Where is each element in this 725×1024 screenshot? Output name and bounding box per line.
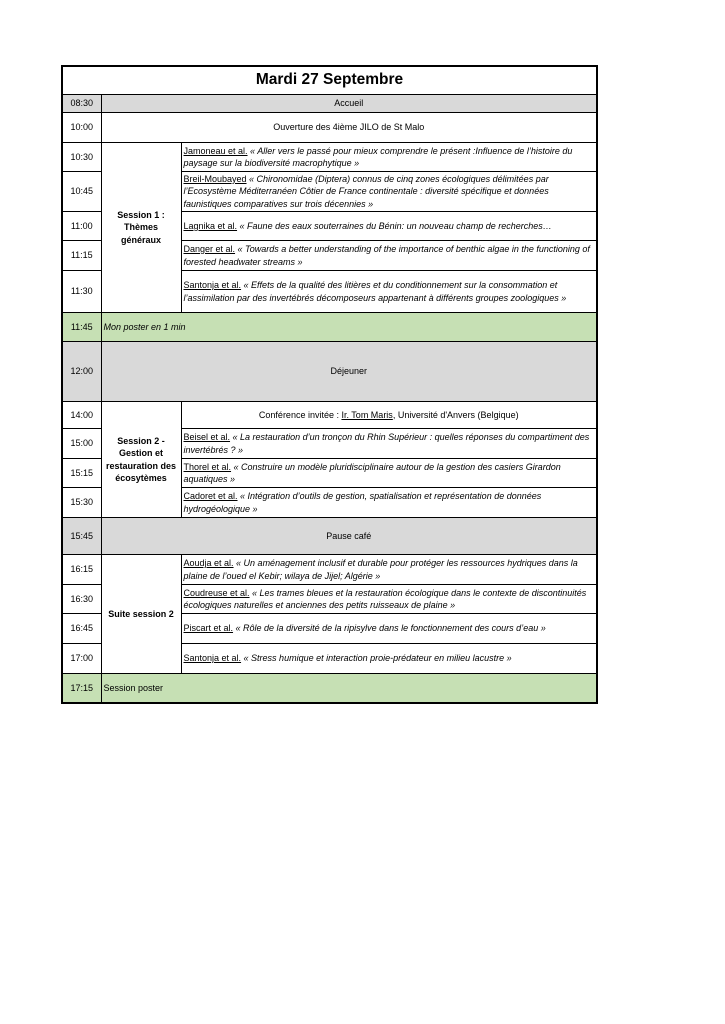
- lunch-label: Déjeuner: [101, 342, 597, 402]
- schedule-table: [61, 65, 598, 704]
- talk-cell: [181, 241, 597, 271]
- session-poster-row: [62, 674, 597, 703]
- talk-row: [62, 143, 597, 172]
- talk-cell: [181, 585, 597, 614]
- talk-author: Cadoret et al.: [183, 491, 238, 501]
- talk-title: « Stress humique et interaction proie-prédateur en milieu lacustre »: [241, 653, 512, 664]
- talk-cell: [181, 143, 597, 172]
- talk-cell: [181, 555, 597, 585]
- time-cell: 15:30: [62, 488, 101, 518]
- title-row: [62, 66, 597, 95]
- talk-cell: [181, 271, 597, 313]
- talk-title: « Les trames bleues et la restauration écologique dans le contexte de discontinuités écologiques naturelles et anciennes des petits ruisseaux de plaine »: [183, 587, 587, 610]
- talk-title: « La restauration d’un tronçon du Rhin Supérieur : quelles réponses du compartiment des invertébrés ? »: [183, 432, 590, 455]
- time-cell: 15:45: [62, 518, 101, 555]
- session-poster-label: Session poster: [101, 674, 597, 703]
- day-title: Mardi 27 Septembre: [62, 66, 597, 95]
- time-cell: 16:45: [62, 614, 101, 644]
- talk-author: Beisel et al.: [183, 432, 231, 442]
- time-cell: 10:45: [62, 172, 101, 212]
- time-cell: 16:15: [62, 555, 101, 585]
- time-cell: 14:00: [62, 402, 101, 429]
- talk-cell: [181, 459, 597, 488]
- time-cell: 08:30: [62, 95, 101, 113]
- talk-author: Coudreuse et al.: [183, 587, 250, 598]
- session-3-label: Suite session 2: [101, 555, 181, 674]
- time-cell: 15:15: [62, 459, 101, 488]
- conference-speaker: Ir. Tom Maris: [341, 409, 393, 420]
- talk-title: « Faune des eaux souterraines du Bénin: un nouveau champ de recherches…: [237, 220, 552, 231]
- talk-author: Jamoneau et al.: [183, 145, 248, 156]
- time-cell: 11:15: [62, 241, 101, 271]
- ouverture-row: [62, 113, 597, 143]
- talk-cell: [181, 429, 597, 459]
- talk-title: « Aller vers le passé pour mieux comprendre le présent :Influence de l’histoire du paysage sur la biodiversité macrophytique »: [183, 145, 573, 168]
- talk-cell: [181, 172, 597, 212]
- talk-title: « Un aménagement inclusif et durable pour protéger les ressources hydriques dans la plaine de l’oued el Kebir; wilaya de Jijel; Algérie »: [183, 558, 578, 581]
- time-cell: 17:15: [62, 674, 101, 703]
- conference-suffix: , Université d'Anvers (Belgique): [392, 409, 519, 420]
- poster-minute-label: Mon poster en 1 min: [101, 313, 597, 342]
- conference-prefix: Conférence invitée :: [258, 409, 342, 420]
- talk-title: « Construire un modèle pluridisciplinaire autour de la gestion des casiers Girardon aquatiques »: [183, 461, 561, 484]
- talk-author: Thorel et al.: [183, 461, 232, 472]
- time-cell: 11:30: [62, 271, 101, 313]
- time-cell: 12:00: [62, 342, 101, 402]
- time-cell: 10:00: [62, 113, 101, 143]
- talk-cell: [181, 614, 597, 644]
- talk-author: Piscart et al.: [183, 623, 234, 634]
- conference-row: [62, 402, 597, 429]
- time-cell: 16:30: [62, 585, 101, 614]
- talk-cell: [181, 212, 597, 241]
- poster-minute-row: [62, 313, 597, 342]
- ouverture-label: Ouverture des 4ième JILO de St Malo: [101, 113, 597, 143]
- talk-cell: [181, 488, 597, 518]
- talk-title: « Towards a better understanding of the importance of benthic algae in the functioning of forested headwater streams »: [183, 244, 590, 267]
- talk-author: Santonja et al.: [183, 280, 242, 290]
- talk-author: Santonja et al.: [183, 653, 242, 664]
- talk-author: Danger et al.: [183, 244, 236, 254]
- accueil-label: Accueil: [101, 95, 597, 113]
- talk-author: Breil-Moubayed: [183, 173, 247, 184]
- talk-author: Aoudja et al.: [183, 558, 234, 568]
- session-1-label: Session 1 : Thèmes généraux: [101, 143, 181, 313]
- time-cell: 11:00: [62, 212, 101, 241]
- talk-title: « Chironomidae (Diptera) connus de cinq zones écologiques délimitées par l’Ecosystème Méditerranéen Côtier de France continentale : diversité spécifique et données faunistiques comparatives sur trois décennies »: [183, 173, 549, 209]
- time-cell: 15:00: [62, 429, 101, 459]
- talk-title: « Effets de la qualité des litières et du conditionnement sur la consommation et l’assimilation par des invertébrés décomposeurs appartenant à différents groupes zoologiques »: [183, 280, 567, 303]
- pause-label: Pause café: [101, 518, 597, 555]
- accueil-row: [62, 95, 597, 113]
- time-cell: 11:45: [62, 313, 101, 342]
- conference-cell: [181, 402, 597, 429]
- session-2-label: Session 2 - Gestion et restauration des écosytèmes: [101, 402, 181, 518]
- time-cell: 17:00: [62, 644, 101, 674]
- pause-row: [62, 518, 597, 555]
- talk-title: « Intégration d’outils de gestion, spatialisation et représentation de données hydrogéologique »: [183, 491, 542, 514]
- talk-row: [62, 555, 597, 585]
- lunch-row: [62, 342, 597, 402]
- talk-author: Lagnika et al.: [183, 220, 238, 231]
- time-cell: 10:30: [62, 143, 101, 172]
- talk-title: « Rôle de la diversité de la ripisylve dans le fonctionnement des cours d’eau »: [233, 623, 546, 634]
- talk-cell: [181, 644, 597, 674]
